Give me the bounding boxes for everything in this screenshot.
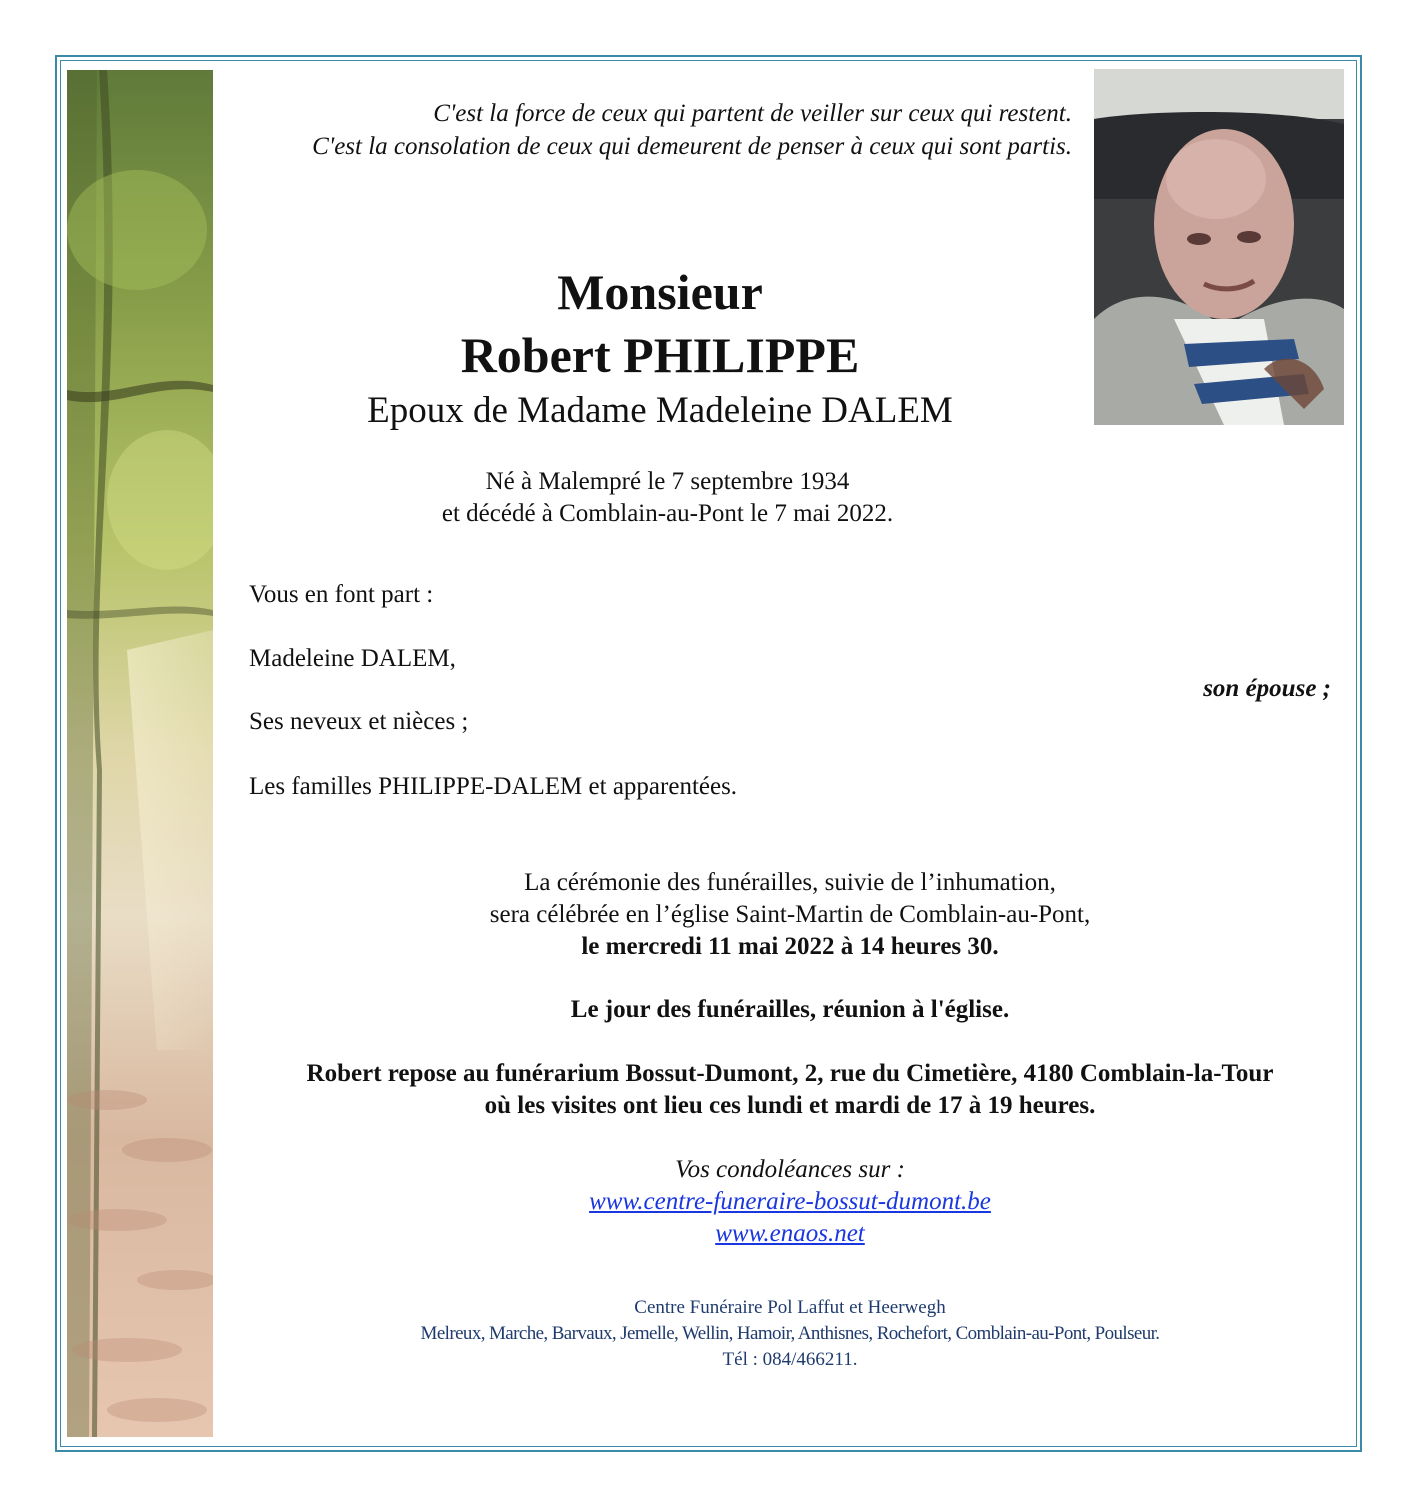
forest-path-image [67,70,213,1437]
condolences-block [415,1154,1165,1250]
resting-place-line-2: où les visites ont lieu ces lundi et mardi de 17 à 19 heures. [484,1092,1096,1119]
condolences-label: Vos condoléances sur : [675,1156,905,1183]
family-intro: Vous en font part : [249,581,434,608]
deceased-portrait-photo [1094,69,1344,425]
funeral-home-footer [215,1295,1365,1373]
meeting-info: Le jour des funérailles, réunion à l'église. [570,996,1010,1023]
quote-line-2: C'est la consolation de ceux qui demeurent de penser à ceux qui sont partis. [312,133,1072,160]
birth-line: Né à Malempré le 7 septembre 1934 [485,468,850,495]
spouse-line: Epoux de Madame Madeleine DALEM [367,390,953,431]
resting-place-line-1: Robert repose au funérarium Bossut-Dumont, 2, rue du Cimetière, 4180 Comblain-la-Tour [306,1060,1274,1087]
ceremony-date: le mercredi 11 mai 2022 à 14 heures 30. [581,933,999,960]
ceremony-block [415,867,1165,963]
family-relatives: Les familles PHILIPPE-DALEM et apparentées. [249,773,738,800]
family-nephews: Ses neveux et nièces ; [249,708,469,735]
death-line: et décédé à Comblain-au-Pont le 7 mai 2022. [441,500,894,527]
birth-death-info [215,466,1120,530]
resting-place-block [215,1058,1365,1122]
memorial-quote [312,97,1072,163]
footer-locations: Melreux, Marche, Barvaux, Jemelle, Wellin, Hamoir, Anthisnes, Rochefort, Comblain-au-Pont, Poulseur. [420,1323,1160,1344]
ceremony-line-1: La cérémonie des funérailles, suivie de l’inhumation, [524,869,1056,896]
deceased-name: Robert PHILIPPE [460,327,860,383]
footer-company: Centre Funéraire Pol Laffut et Heerwegh [634,1297,946,1318]
condolences-link-bossut-dumont[interactable]: www.centre-funeraire-bossut-dumont.be [589,1188,991,1215]
footer-phone: Tél : 084/466211. [722,1349,858,1370]
ceremony-line-2: sera célébrée en l’église Saint-Martin de Comblain-au-Pont, [489,901,1091,928]
family-spouse-name: Madeleine DALEM, [249,645,456,672]
family-spouse-role: son épouse ; [1203,675,1331,702]
condolences-link-enaos[interactable]: www.enaos.net [715,1220,865,1247]
quote-line-1: C'est la force de ceux qui partent de veiller sur ceux qui restent. [433,100,1072,127]
honorific-title: Monsieur [557,264,763,320]
